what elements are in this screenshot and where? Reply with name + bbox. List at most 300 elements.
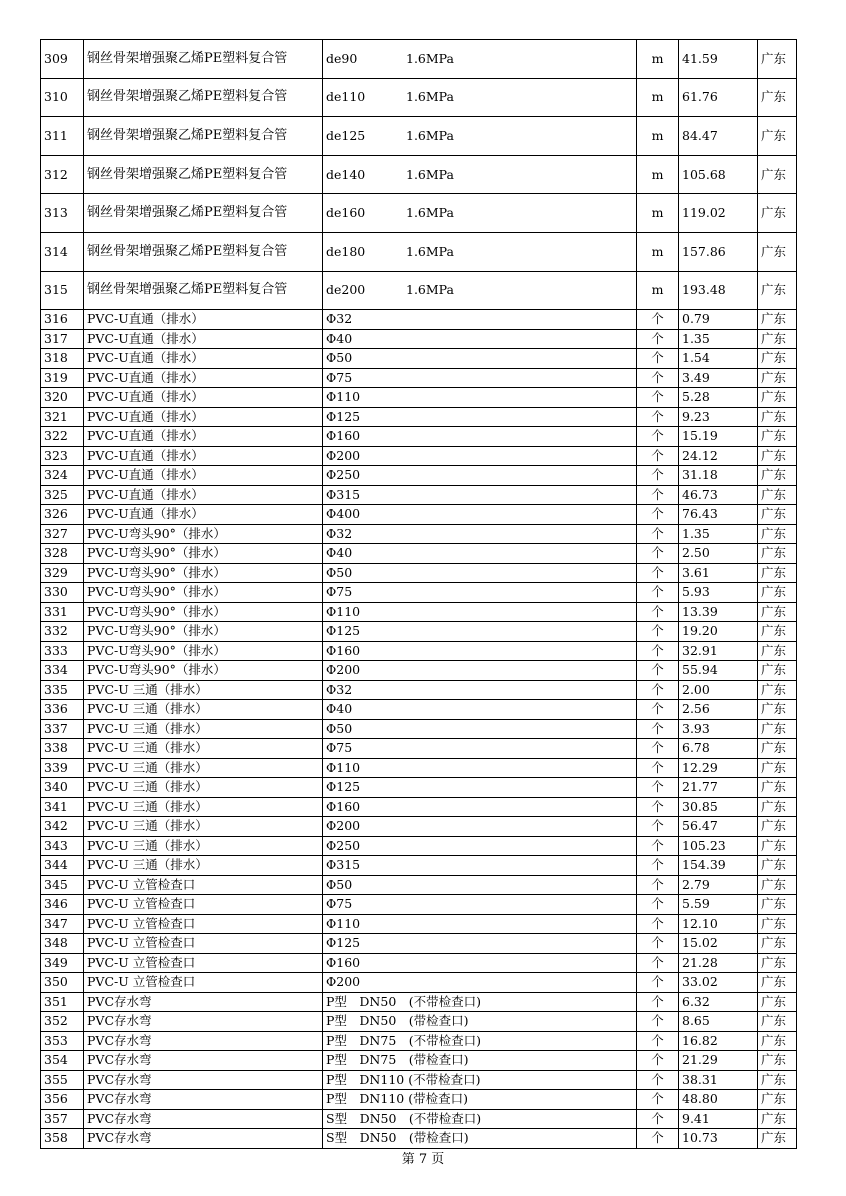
unit-cell: 个 [637, 973, 679, 993]
price-cell: 157.86 [679, 232, 758, 271]
spec-size: Φ200 [326, 447, 361, 463]
item-name-cell: PVC存水弯 [84, 1109, 323, 1129]
item-name-cell: PVC-U 立管检查口 [84, 953, 323, 973]
spec-cell [323, 973, 637, 993]
price-cell: 84.47 [679, 117, 758, 156]
region-cell: 广东 [758, 641, 797, 661]
item-name-cell: 钢丝骨架增强聚乙烯PE塑料复合管 [84, 117, 323, 156]
table-row [41, 895, 797, 915]
table-row [41, 368, 797, 388]
spec-size: Φ125 [326, 779, 361, 795]
spec-cell [323, 1090, 637, 1110]
item-name-cell: PVC-U 立管检查口 [84, 895, 323, 915]
row-number-cell: 342 [41, 817, 84, 837]
unit-cell: 个 [637, 524, 679, 544]
spec-cell [323, 875, 637, 895]
price-cell: 3.49 [679, 368, 758, 388]
spec-cell [323, 427, 637, 447]
spec-cell [323, 368, 637, 388]
spec-cell [323, 797, 637, 817]
unit-cell: 个 [637, 505, 679, 525]
spec-cell [323, 524, 637, 544]
spec-size: de200 [326, 282, 366, 298]
spec-size: Φ50 [326, 564, 353, 580]
spec-cell [323, 934, 637, 954]
region-cell: 广东 [758, 778, 797, 798]
table-row [41, 466, 797, 486]
region-cell: 广东 [758, 407, 797, 427]
table-row [41, 817, 797, 837]
region-cell: 广东 [758, 602, 797, 622]
item-name-cell: PVC-U 立管检查口 [84, 875, 323, 895]
item-name-cell: PVC存水弯 [84, 1090, 323, 1110]
table-row [41, 914, 797, 934]
row-number-cell: 339 [41, 758, 84, 778]
item-name-cell: PVC-U直通（排水） [84, 505, 323, 525]
row-number-cell: 319 [41, 368, 84, 388]
price-cell: 5.93 [679, 583, 758, 603]
spec-cell [323, 661, 637, 681]
unit-cell: 个 [637, 836, 679, 856]
spec-size: Φ250 [326, 837, 361, 853]
item-name-cell: PVC-U弯头90°（排水） [84, 622, 323, 642]
spec-cell [323, 117, 637, 156]
unit-cell: 个 [637, 992, 679, 1012]
region-cell: 广东 [758, 232, 797, 271]
spec-cell [323, 78, 637, 117]
unit-cell: m [637, 117, 679, 156]
item-name-cell: PVC-U 立管检查口 [84, 934, 323, 954]
unit-cell: 个 [637, 602, 679, 622]
row-number-cell: 353 [41, 1031, 84, 1051]
region-cell: 广东 [758, 1109, 797, 1129]
item-name-cell: PVC-U 三通（排水） [84, 680, 323, 700]
price-cell: 8.65 [679, 1012, 758, 1032]
row-number-cell: 317 [41, 329, 84, 349]
price-cell: 105.23 [679, 836, 758, 856]
spec-cell [323, 953, 637, 973]
item-name-cell: 钢丝骨架增强聚乙烯PE塑料复合管 [84, 78, 323, 117]
spec-size: Φ40 [326, 545, 353, 561]
spec-cell [323, 349, 637, 369]
region-cell: 广东 [758, 875, 797, 895]
spec-size: P型 DN110 (不带检查口) [326, 1071, 481, 1087]
price-cell: 2.50 [679, 544, 758, 564]
spec-size: Φ200 [326, 818, 361, 834]
spec-size: de110 [326, 89, 366, 105]
table-row [41, 1012, 797, 1032]
item-name-cell: 钢丝骨架增强聚乙烯PE塑料复合管 [84, 40, 323, 79]
table-row [41, 797, 797, 817]
spec-cell [323, 485, 637, 505]
table-row [41, 583, 797, 603]
spec-size: S型 DN50 (带检查口) [326, 1130, 469, 1146]
price-cell: 76.43 [679, 505, 758, 525]
region-cell: 广东 [758, 583, 797, 603]
spec-pressure: 1.6MPa [406, 127, 454, 143]
price-cell: 1.35 [679, 329, 758, 349]
price-cell: 38.31 [679, 1070, 758, 1090]
unit-cell: 个 [637, 1070, 679, 1090]
item-name-cell: PVC-U弯头90°（排水） [84, 661, 323, 681]
region-cell: 广东 [758, 719, 797, 739]
spec-pressure: 1.6MPa [406, 205, 454, 221]
spec-size: P型 DN50 (不带检查口) [326, 993, 482, 1009]
unit-cell: m [637, 78, 679, 117]
spec-cell [323, 563, 637, 583]
unit-cell: 个 [637, 817, 679, 837]
spec-size: Φ40 [326, 701, 353, 717]
spec-cell [323, 836, 637, 856]
item-name-cell: PVC-U直通（排水） [84, 407, 323, 427]
row-number-cell: 329 [41, 563, 84, 583]
table-row [41, 1051, 797, 1071]
spec-cell [323, 329, 637, 349]
item-name-cell: PVC-U弯头90°（排水） [84, 544, 323, 564]
spec-size: Φ400 [326, 506, 361, 522]
row-number-cell: 350 [41, 973, 84, 993]
row-number-cell: 351 [41, 992, 84, 1012]
spec-cell [323, 505, 637, 525]
spec-size: Φ75 [326, 584, 353, 600]
table-row [41, 622, 797, 642]
spec-cell [323, 992, 637, 1012]
region-cell: 广东 [758, 524, 797, 544]
region-cell: 广东 [758, 973, 797, 993]
item-name-cell: PVC存水弯 [84, 1051, 323, 1071]
table-row [41, 992, 797, 1012]
row-number-cell: 345 [41, 875, 84, 895]
spec-size: Φ32 [326, 525, 353, 541]
item-name-cell: PVC-U直通（排水） [84, 329, 323, 349]
spec-cell [323, 602, 637, 622]
table-row [41, 485, 797, 505]
spec-size: Φ110 [326, 759, 361, 775]
unit-cell: 个 [637, 739, 679, 759]
region-cell: 广东 [758, 117, 797, 156]
row-number-cell: 341 [41, 797, 84, 817]
unit-cell: 个 [637, 797, 679, 817]
region-cell: 广东 [758, 271, 797, 310]
item-name-cell: PVC-U 三通（排水） [84, 836, 323, 856]
table-row [41, 78, 797, 117]
table-row [41, 194, 797, 233]
region-cell: 广东 [758, 544, 797, 564]
unit-cell: 个 [637, 329, 679, 349]
spec-cell [323, 232, 637, 271]
row-number-cell: 321 [41, 407, 84, 427]
spec-size: de90 [326, 50, 358, 66]
row-number-cell: 337 [41, 719, 84, 739]
region-cell: 广东 [758, 329, 797, 349]
price-cell: 61.76 [679, 78, 758, 117]
region-cell: 广东 [758, 992, 797, 1012]
item-name-cell: PVC-U 三通（排水） [84, 778, 323, 798]
price-cell: 16.82 [679, 1031, 758, 1051]
price-cell: 119.02 [679, 194, 758, 233]
unit-cell: 个 [637, 895, 679, 915]
row-number-cell: 352 [41, 1012, 84, 1032]
price-cell: 9.23 [679, 407, 758, 427]
unit-cell: m [637, 155, 679, 194]
item-name-cell: PVC-U弯头90°（排水） [84, 602, 323, 622]
unit-cell: 个 [637, 758, 679, 778]
spec-size: Φ50 [326, 350, 353, 366]
spec-size: Φ32 [326, 681, 353, 697]
region-cell: 广东 [758, 485, 797, 505]
region-cell: 广东 [758, 427, 797, 447]
unit-cell: 个 [637, 641, 679, 661]
row-number-cell: 315 [41, 271, 84, 310]
table-row [41, 446, 797, 466]
row-number-cell: 338 [41, 739, 84, 759]
table-row [41, 1129, 797, 1149]
price-cell: 105.68 [679, 155, 758, 194]
spec-cell [323, 407, 637, 427]
price-cell: 2.56 [679, 700, 758, 720]
item-name-cell: PVC-U直通（排水） [84, 310, 323, 330]
row-number-cell: 347 [41, 914, 84, 934]
row-number-cell: 324 [41, 466, 84, 486]
region-cell: 广东 [758, 1031, 797, 1051]
item-name-cell: PVC-U 三通（排水） [84, 758, 323, 778]
item-name-cell: PVC-U 三通（排水） [84, 817, 323, 837]
table-row [41, 836, 797, 856]
spec-size: Φ315 [326, 857, 361, 873]
price-cell: 1.54 [679, 349, 758, 369]
spec-cell [323, 641, 637, 661]
spec-cell [323, 446, 637, 466]
unit-cell: m [637, 40, 679, 79]
row-number-cell: 348 [41, 934, 84, 954]
price-cell: 48.80 [679, 1090, 758, 1110]
spec-size: Φ110 [326, 915, 361, 931]
spec-size: Φ160 [326, 798, 361, 814]
spec-pressure: 1.6MPa [406, 50, 454, 66]
region-cell: 广东 [758, 466, 797, 486]
spec-size: Φ50 [326, 720, 353, 736]
row-number-cell: 316 [41, 310, 84, 330]
table-row [41, 232, 797, 271]
table-row [41, 719, 797, 739]
item-name-cell: PVC-U 立管检查口 [84, 914, 323, 934]
spec-cell [323, 914, 637, 934]
item-name-cell: PVC-U 三通（排水） [84, 739, 323, 759]
item-name-cell: PVC-U 立管检查口 [84, 973, 323, 993]
spec-size: P型 DN110 (带检查口) [326, 1091, 468, 1107]
spec-size: P型 DN75 (不带检查口) [326, 1032, 482, 1048]
item-name-cell: PVC-U 三通（排水） [84, 719, 323, 739]
region-cell: 广东 [758, 700, 797, 720]
row-number-cell: 331 [41, 602, 84, 622]
price-cell: 1.35 [679, 524, 758, 544]
price-cell: 6.78 [679, 739, 758, 759]
region-cell: 广东 [758, 1090, 797, 1110]
table-row [41, 973, 797, 993]
region-cell: 广东 [758, 505, 797, 525]
region-cell: 广东 [758, 1012, 797, 1032]
spec-size: Φ250 [326, 467, 361, 483]
spec-size: Φ200 [326, 974, 361, 990]
spec-size: Φ110 [326, 603, 361, 619]
table-row [41, 680, 797, 700]
price-cell: 6.32 [679, 992, 758, 1012]
table-row [41, 875, 797, 895]
table-row [41, 427, 797, 447]
region-cell: 广东 [758, 797, 797, 817]
item-name-cell: PVC存水弯 [84, 1012, 323, 1032]
item-name-cell: PVC-U直通（排水） [84, 427, 323, 447]
page-number: 第 7 页 [401, 1152, 445, 1167]
row-number-cell: 358 [41, 1129, 84, 1149]
unit-cell: 个 [637, 485, 679, 505]
region-cell: 广东 [758, 446, 797, 466]
price-cell: 2.79 [679, 875, 758, 895]
table-row [41, 155, 797, 194]
item-name-cell: PVC-U直通（排水） [84, 466, 323, 486]
region-cell: 广东 [758, 856, 797, 876]
region-cell: 广东 [758, 78, 797, 117]
spec-cell [323, 583, 637, 603]
table-row [41, 544, 797, 564]
unit-cell: 个 [637, 680, 679, 700]
row-number-cell: 343 [41, 836, 84, 856]
table-row [41, 117, 797, 156]
unit-cell: 个 [637, 446, 679, 466]
item-name-cell: PVC存水弯 [84, 1031, 323, 1051]
unit-cell: 个 [637, 934, 679, 954]
unit-cell: 个 [637, 388, 679, 408]
spec-size: Φ125 [326, 935, 361, 951]
region-cell: 广东 [758, 739, 797, 759]
region-cell: 广东 [758, 836, 797, 856]
region-cell: 广东 [758, 1051, 797, 1071]
table-row [41, 329, 797, 349]
table-row [41, 1109, 797, 1129]
region-cell: 广东 [758, 388, 797, 408]
spec-cell [323, 622, 637, 642]
spec-size: Φ160 [326, 428, 361, 444]
item-name-cell: 钢丝骨架增强聚乙烯PE塑料复合管 [84, 232, 323, 271]
item-name-cell: 钢丝骨架增强聚乙烯PE塑料复合管 [84, 155, 323, 194]
unit-cell: m [637, 232, 679, 271]
spec-cell [323, 310, 637, 330]
row-number-cell: 354 [41, 1051, 84, 1071]
row-number-cell: 334 [41, 661, 84, 681]
row-number-cell: 356 [41, 1090, 84, 1110]
table-row [41, 563, 797, 583]
row-number-cell: 313 [41, 194, 84, 233]
region-cell: 广东 [758, 953, 797, 973]
spec-cell [323, 388, 637, 408]
spec-size: Φ200 [326, 662, 361, 678]
item-name-cell: PVC存水弯 [84, 1129, 323, 1149]
item-name-cell: PVC-U弯头90°（排水） [84, 583, 323, 603]
item-name-cell: PVC-U弯头90°（排水） [84, 563, 323, 583]
row-number-cell: 340 [41, 778, 84, 798]
unit-cell: m [637, 271, 679, 310]
price-cell: 21.28 [679, 953, 758, 973]
spec-size: P型 DN75 (带检查口) [326, 1052, 469, 1068]
table-row [41, 856, 797, 876]
spec-cell [323, 40, 637, 79]
unit-cell: 个 [637, 875, 679, 895]
price-cell: 31.18 [679, 466, 758, 486]
table-row [41, 641, 797, 661]
spec-size: de180 [326, 243, 366, 259]
unit-cell: 个 [637, 622, 679, 642]
region-cell: 广东 [758, 1129, 797, 1149]
region-cell: 广东 [758, 895, 797, 915]
price-cell: 12.29 [679, 758, 758, 778]
unit-cell: 个 [637, 563, 679, 583]
spec-cell [323, 1031, 637, 1051]
table-row [41, 407, 797, 427]
spec-cell [323, 271, 637, 310]
table-row [41, 1031, 797, 1051]
price-cell: 13.39 [679, 602, 758, 622]
spec-cell [323, 719, 637, 739]
table-row [41, 310, 797, 330]
item-name-cell: PVC存水弯 [84, 1070, 323, 1090]
item-name-cell: PVC-U 三通（排水） [84, 797, 323, 817]
unit-cell: 个 [637, 661, 679, 681]
row-number-cell: 326 [41, 505, 84, 525]
price-cell: 12.10 [679, 914, 758, 934]
unit-cell: m [637, 194, 679, 233]
item-name-cell: PVC存水弯 [84, 992, 323, 1012]
spec-cell [323, 856, 637, 876]
unit-cell: 个 [637, 719, 679, 739]
row-number-cell: 309 [41, 40, 84, 79]
price-cell: 32.91 [679, 641, 758, 661]
unit-cell: 个 [637, 1129, 679, 1149]
unit-cell: 个 [637, 427, 679, 447]
spec-size: S型 DN50 (不带检查口) [326, 1110, 482, 1126]
item-name-cell: 钢丝骨架增强聚乙烯PE塑料复合管 [84, 271, 323, 310]
spec-size: de140 [326, 166, 366, 182]
region-cell: 广东 [758, 914, 797, 934]
table-row [41, 758, 797, 778]
table-row [41, 602, 797, 622]
row-number-cell: 355 [41, 1070, 84, 1090]
price-cell: 2.00 [679, 680, 758, 700]
spec-size: Φ315 [326, 486, 361, 502]
spec-cell [323, 680, 637, 700]
row-number-cell: 327 [41, 524, 84, 544]
row-number-cell: 332 [41, 622, 84, 642]
spec-size: Φ32 [326, 311, 353, 327]
region-cell: 广东 [758, 622, 797, 642]
price-cell: 3.93 [679, 719, 758, 739]
region-cell: 广东 [758, 310, 797, 330]
row-number-cell: 335 [41, 680, 84, 700]
spec-cell [323, 466, 637, 486]
spec-cell [323, 1109, 637, 1129]
table-row [41, 271, 797, 310]
spec-size: Φ125 [326, 408, 361, 424]
unit-cell: 个 [637, 583, 679, 603]
region-cell: 广东 [758, 661, 797, 681]
price-cell: 10.73 [679, 1129, 758, 1149]
region-cell: 广东 [758, 194, 797, 233]
spec-pressure: 1.6MPa [406, 282, 454, 298]
row-number-cell: 333 [41, 641, 84, 661]
unit-cell: 个 [637, 1090, 679, 1110]
table-row [41, 524, 797, 544]
spec-cell [323, 1129, 637, 1149]
price-cell: 15.02 [679, 934, 758, 954]
